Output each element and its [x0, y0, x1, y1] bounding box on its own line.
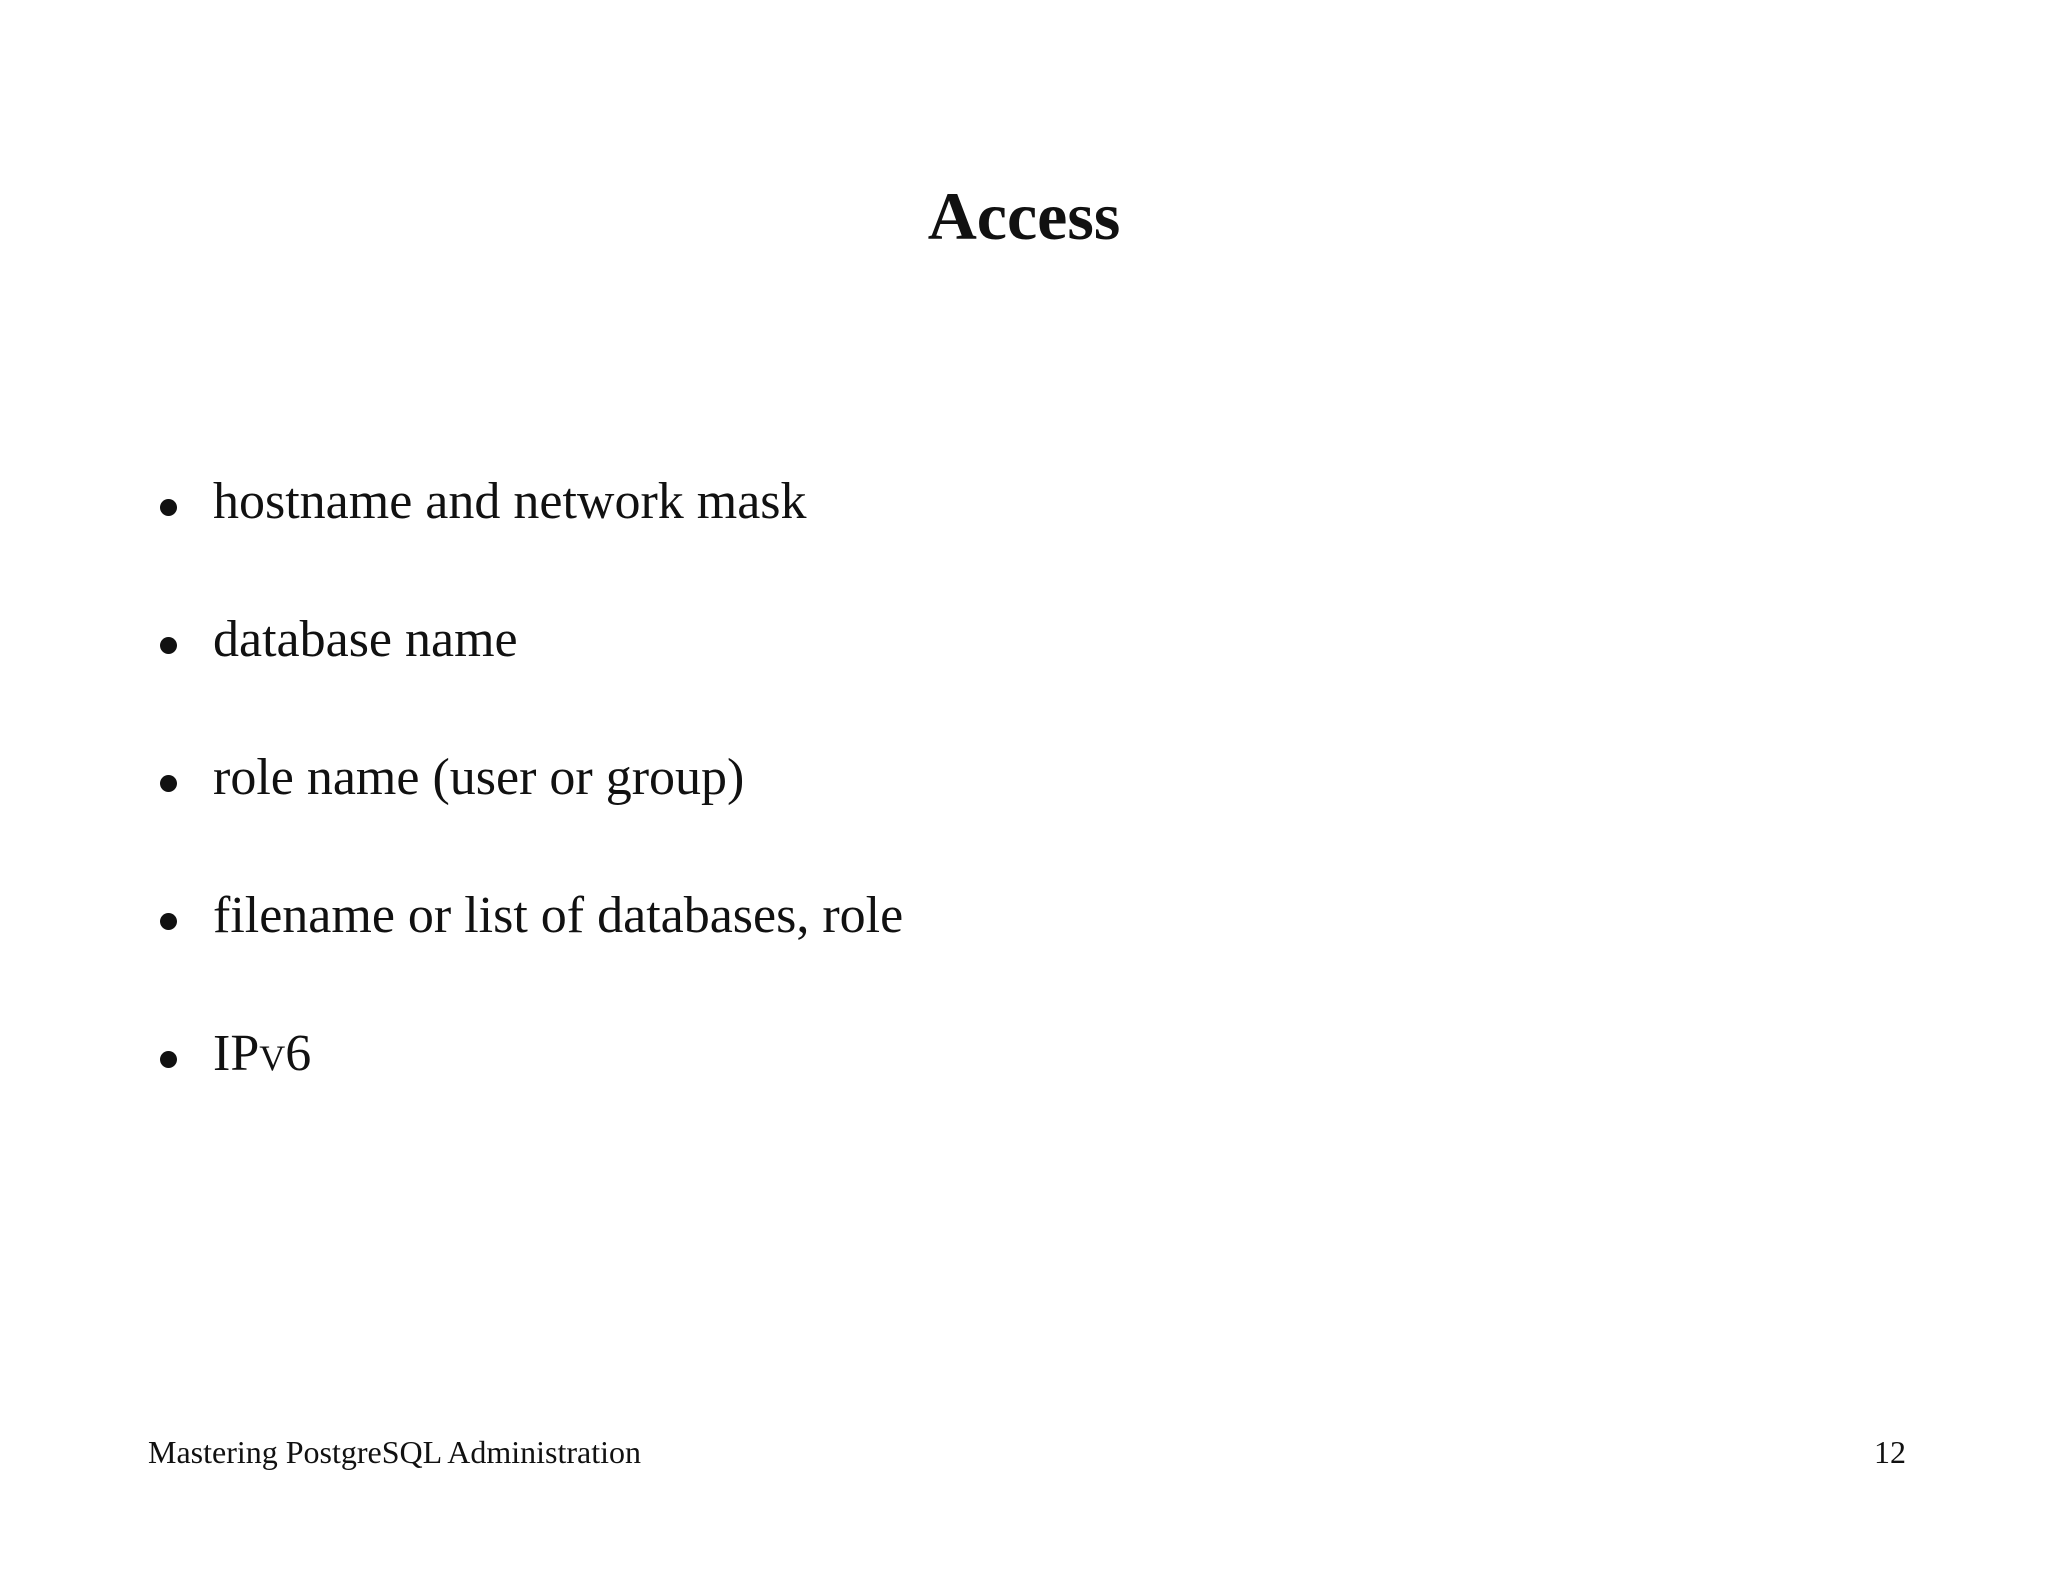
bullet-list: [160, 466, 903, 1156]
bullet-dot-icon: [160, 775, 177, 792]
bullet-item: [160, 742, 903, 880]
bullet-dot-icon: [160, 1051, 177, 1068]
bullet-item: [160, 1018, 903, 1156]
bullet-text: database name: [213, 611, 518, 668]
bullet-item: [160, 466, 903, 604]
slide-title: Access: [927, 178, 1121, 254]
bullet-text: IPv6: [213, 1025, 312, 1082]
bullet-text: filename or list of databases, role: [213, 887, 904, 944]
bullet-dot-icon: [160, 499, 177, 516]
page-number: 12: [1874, 1434, 1906, 1470]
footer-title: Mastering PostgreSQL Administration: [148, 1434, 642, 1470]
bullet-text: hostname and network mask: [213, 473, 807, 530]
bullet-dot-icon: [160, 913, 177, 930]
bullet-text: role name (user or group): [213, 749, 745, 806]
bullet-dot-icon: [160, 637, 177, 654]
bullet-item: [160, 880, 903, 1018]
bullet-item: [160, 604, 903, 742]
